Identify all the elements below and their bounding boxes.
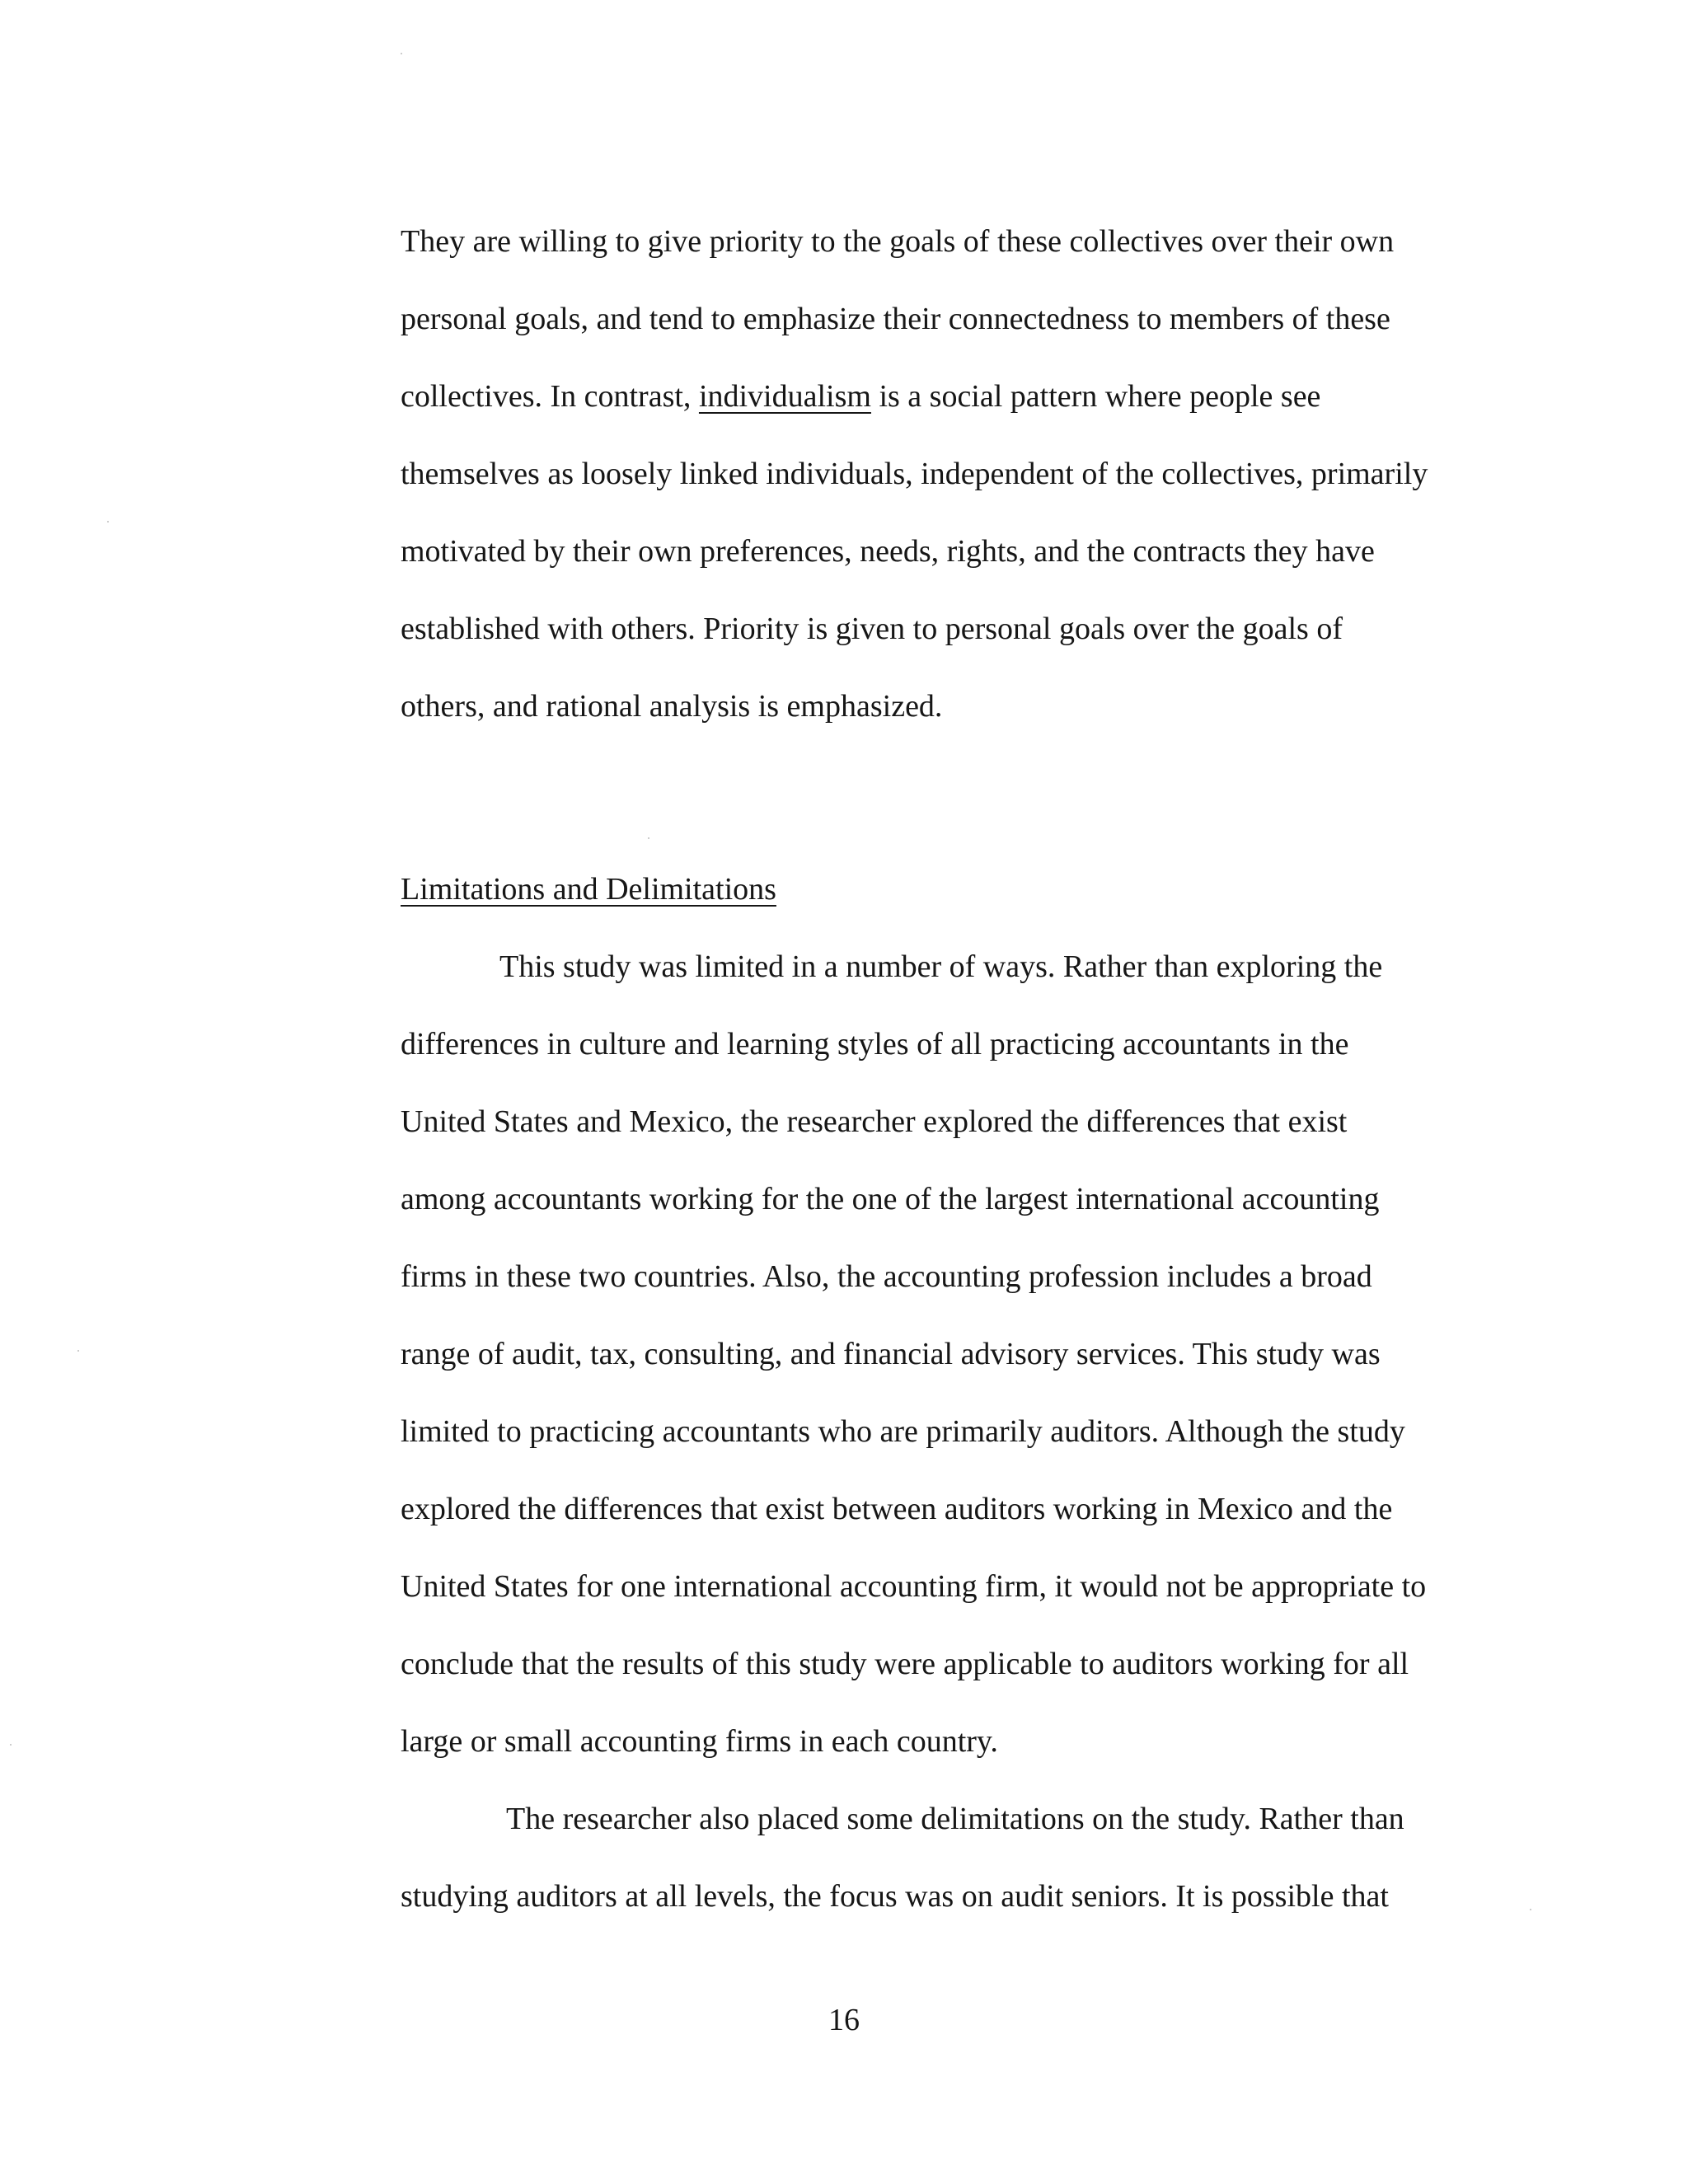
text-line: themselves as loosely linked individuals, independent of the collectives, primarily bbox=[401, 457, 1428, 491]
text-line-with-term bbox=[401, 377, 1320, 415]
scan-speck bbox=[1530, 1909, 1531, 1910]
text-line: among accountants working for the one of the largest international accounting bbox=[401, 1182, 1380, 1216]
text-line: established with others. Priority is given to personal goals over the goals of bbox=[401, 612, 1343, 646]
text-line: firms in these two countries. Also, the accounting profession includes a broad bbox=[401, 1259, 1372, 1294]
text-line: range of audit, tax, consulting, and financial advisory services. This study was bbox=[401, 1337, 1381, 1371]
text-line: motivated by their own preferences, needs, rights, and the contracts they have bbox=[401, 534, 1375, 569]
text-line: others, and rational analysis is emphasized. bbox=[401, 689, 943, 724]
text-line: limited to practicing accountants who are primarily auditors. Although the study bbox=[401, 1414, 1405, 1449]
scan-speck bbox=[401, 53, 402, 54]
text-line: large or small accounting firms in each country. bbox=[401, 1724, 998, 1759]
scan-speck bbox=[77, 1350, 79, 1352]
scan-speck bbox=[648, 837, 649, 839]
text-line: differences in culture and learning styles of all practicing accountants in the bbox=[401, 1027, 1349, 1062]
text-line: personal goals, and tend to emphasize their connectedness to members of these bbox=[401, 302, 1390, 336]
page-number: 16 bbox=[828, 2003, 860, 2037]
scan-speck bbox=[10, 1744, 12, 1746]
text-line: explored the differences that exist between auditors working in Mexico and the bbox=[401, 1492, 1393, 1526]
text-line: studying auditors at all levels, the focus was on audit seniors. It is possible that bbox=[401, 1879, 1389, 1914]
text-line: United States and Mexico, the researcher explored the differences that exist bbox=[401, 1104, 1348, 1139]
text-line: conclude that the results of this study were applicable to auditors working for all bbox=[401, 1647, 1409, 1681]
scan-speck bbox=[107, 521, 109, 523]
text-fragment: is a social pattern where people see bbox=[870, 379, 1321, 414]
text-fragment: collectives. In contrast, bbox=[401, 379, 699, 414]
text-line: United States for one international accounting firm, it would not be appropriate to bbox=[401, 1569, 1427, 1604]
section-heading: Limitations and Delimitations bbox=[401, 872, 776, 907]
text-line: They are willing to give priority to the goals of these collectives over their own bbox=[401, 224, 1395, 259]
defined-term-individualism: individualism bbox=[698, 379, 871, 414]
paragraph-first-line: The researcher also placed some delimitations on the study. Rather than bbox=[506, 1802, 1404, 1836]
paragraph-first-line: This study was limited in a number of ways. Rather than exploring the bbox=[499, 949, 1383, 984]
